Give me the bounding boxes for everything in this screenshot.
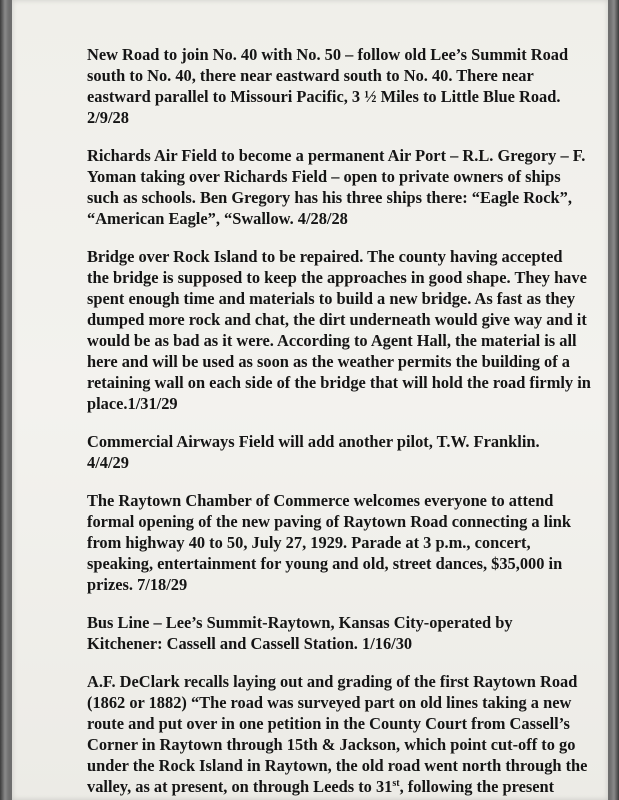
text-line: from highway 40 to 50, July 27, 1929. Parade at 3 p.m., concert, [87, 533, 531, 552]
text-line: Kitchener: Cassell and Cassell Station. 1/16/30 [87, 634, 413, 653]
text-line: place.1/31/29 [87, 394, 178, 413]
text-line: New Road to join No. 40 with No. 50 – follow old Lee’s Summit Road [87, 45, 569, 64]
text-line: eastward parallel to Missouri Pacific, 3 ½ Miles to Little Blue Road. [87, 87, 561, 106]
entry-new-road [87, 44, 582, 128]
text-line: here and will be used as soon as the weather permits the building of a [87, 352, 570, 371]
text-line: route and put over in one petition in the County Court from Cassell’s [87, 714, 570, 733]
text-line-with-superscript [87, 776, 582, 797]
text-line: prizes. 7/18/29 [87, 575, 188, 594]
text-fragment: , following the present [399, 777, 555, 796]
entry-declark-recollection [87, 671, 588, 797]
text-line: Yoman taking over Richards Field – open to private owners of ships [87, 167, 561, 186]
entry-date: 4/4/29 [87, 453, 129, 472]
entry-chamber-of-commerce [87, 490, 582, 595]
entry-commercial-airways [87, 431, 582, 473]
document-body [87, 44, 591, 797]
text-line: spent enough time and materials to build a new bridge. As fast as they [87, 289, 576, 308]
text-line: Bridge over Rock Island to be repaired. The county having accepted [87, 247, 563, 266]
text-line: The Raytown Chamber of Commerce welcomes everyone to attend [87, 491, 554, 510]
text-line: Bus Line – Lee’s Summit-Raytown, Kansas City-operated by [87, 613, 513, 632]
entry-bus-line [87, 612, 582, 654]
text-line: Commercial Airways Field will add another pilot, T.W. Franklin. [87, 432, 540, 451]
ordinal-superscript: st [392, 778, 400, 789]
text-fragment: valley, as at present, on through Leeds to 31 [87, 777, 393, 796]
entry-richards-air-field [87, 145, 586, 229]
text-line: Richards Air Field to become a permanent Air Port – R.L. Gregory – F. [87, 146, 586, 165]
text-line: such as schools. Ben Gregory has his three ships there: “Eagle Rock”, [87, 188, 572, 207]
text-line: A.F. DeClark recalls laying out and grading of the first Raytown Road [87, 672, 578, 691]
text-line: speaking, entertainment for young and old, street dances, $35,000 in [87, 554, 563, 573]
text-line: the bridge is supposed to keep the approaches in good shape. They have [87, 268, 587, 287]
text-line: retaining wall on each side of the bridge that will hold the road firmly in [87, 373, 591, 392]
text-line: “American Eagle”, “Swallow. 4/28/28 [87, 209, 348, 228]
entry-bridge-rock-island [87, 246, 591, 414]
text-line: south to No. 40, there near eastward south to No. 40. There near [87, 66, 534, 85]
text-line: would be as bad as it were. According to Agent Hall, the material is all [87, 331, 577, 350]
text-line: Corner in Raytown through 15th & Jackson, which point cut-off to go [87, 735, 576, 754]
text-line: dumped more rock and chat, the dirt underneath would give way and it [87, 310, 587, 329]
text-line: (1862 or 1882) “The road was surveyed part on old lines taking a new [87, 693, 572, 712]
document-page [12, 0, 608, 800]
text-line: under the Rock Island in Raytown, the old road went north through the [87, 756, 588, 775]
entry-date: 2/9/28 [87, 108, 129, 127]
text-line: formal opening of the new paving of Raytown Road connecting a link [87, 512, 572, 531]
